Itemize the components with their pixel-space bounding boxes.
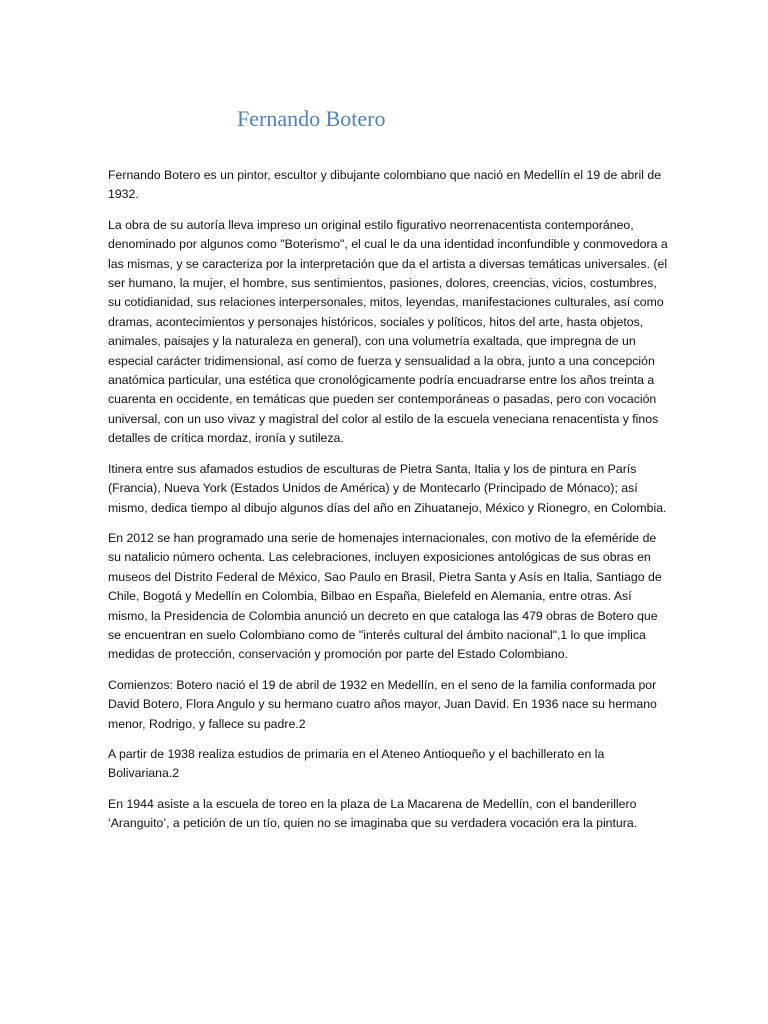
document-title: Fernando Botero bbox=[237, 106, 386, 131]
paragraph-beginnings: Comienzos: Botero nació el 19 de abril de 1932 en Medellín, en el seno de la familia conformada por David Botero, Flora Angulo y su hermano cuatro años mayor, Juan David. En 1936 nace su hermano menor, Rodrigo, y fallece su padre.2 bbox=[108, 677, 657, 731]
paragraph-style: La obra de su autoría lleva impreso un original estilo figurativo neorrenacentista contemporáneo, denominado por algunos como "Boterismo", el cual le da una identidad inconfundible y conmovedora a las mismas, y se caracteriza por la interpretación que da el artista a diversas temáticas universales. (el ser humano, la mujer, el hombre, sus sentimientos, pasiones, dolores, creencias, vicios, costumbres, su cotidianidad, sus relaciones interpersonales, mitos, leyendas, manifestaciones culturales, así como dramas, acontecimientos y personajes históricos, sociales y políticos, hitos del arte, hasta objetos, animales, paisajes y la naturaleza en general), con una volumetría exaltada, que impregna de un especial carácter tridimensional, así como de fuerza y sensualidad a la obra, junto a una concepción anatómica particular, una estética que cronológicamente podría encuadrarse entre los años treinta a cuarenta en occidente, en temáticas que pueden ser contemporáneas o pasadas, pero con vocación universal, con un uso vivaz y magistral del color al estilo de la escuela veneciana renacentista y finos detalles de crítica mordaz, ironía y sutileza. bbox=[108, 217, 668, 446]
paragraph-studios: Itinera entre sus afamados estudios de esculturas de Pietra Santa, Italia y los de pintura en París (Francia), Nueva York (Estados Unidos de América) y de Montecarlo (Principado de Mónaco); así mismo, dedica tiempo al dibujo algunos días del año en Zihuatanejo, México y Rionegro, en Colombia. bbox=[108, 461, 667, 515]
paragraph-homages: En 2012 se han programado una serie de homenajes internacionales, con motivo de la efeméride de su natalicio número ochenta. Las celebraciones, incluyen exposiciones antológicas de sus obras en museos del Distrito Federal de México, Sao Paulo en Brasil, Pietra Santa y Asís en Italia, Santiago de Chile, Bogotá y Medellín en Colombia, Bilbao en España, Bielefeld en Alemania, entre otras. Así mismo, la Presidencia de Colombia anunció un decreto en que cataloga las 479 obras de Botero que se encuentran en suelo Colombiano como de "interés cultural del ámbito nacional",1 lo que implica medidas de protección, conservación y promoción por parte del Estado Colombiano. bbox=[108, 530, 662, 662]
paragraph-schooling: A partir de 1938 realiza estudios de primaria en el Ateneo Antioqueño y el bachillerato en la Bolivariana.2 bbox=[108, 746, 605, 781]
paragraph-bullfighting: En 1944 asiste a la escuela de toreo en la plaza de La Macarena de Medellín, con el banderillero ‘Aranguito’, a petición de un tío, quien no se imaginaba que su verdadera vocación era la pintura. bbox=[108, 796, 638, 831]
document-body bbox=[108, 166, 668, 845]
paragraph-intro: Fernando Botero es un pintor, escultor y dibujante colombiano que nació en Medellín el 19 de abril de 1932. bbox=[108, 168, 662, 202]
